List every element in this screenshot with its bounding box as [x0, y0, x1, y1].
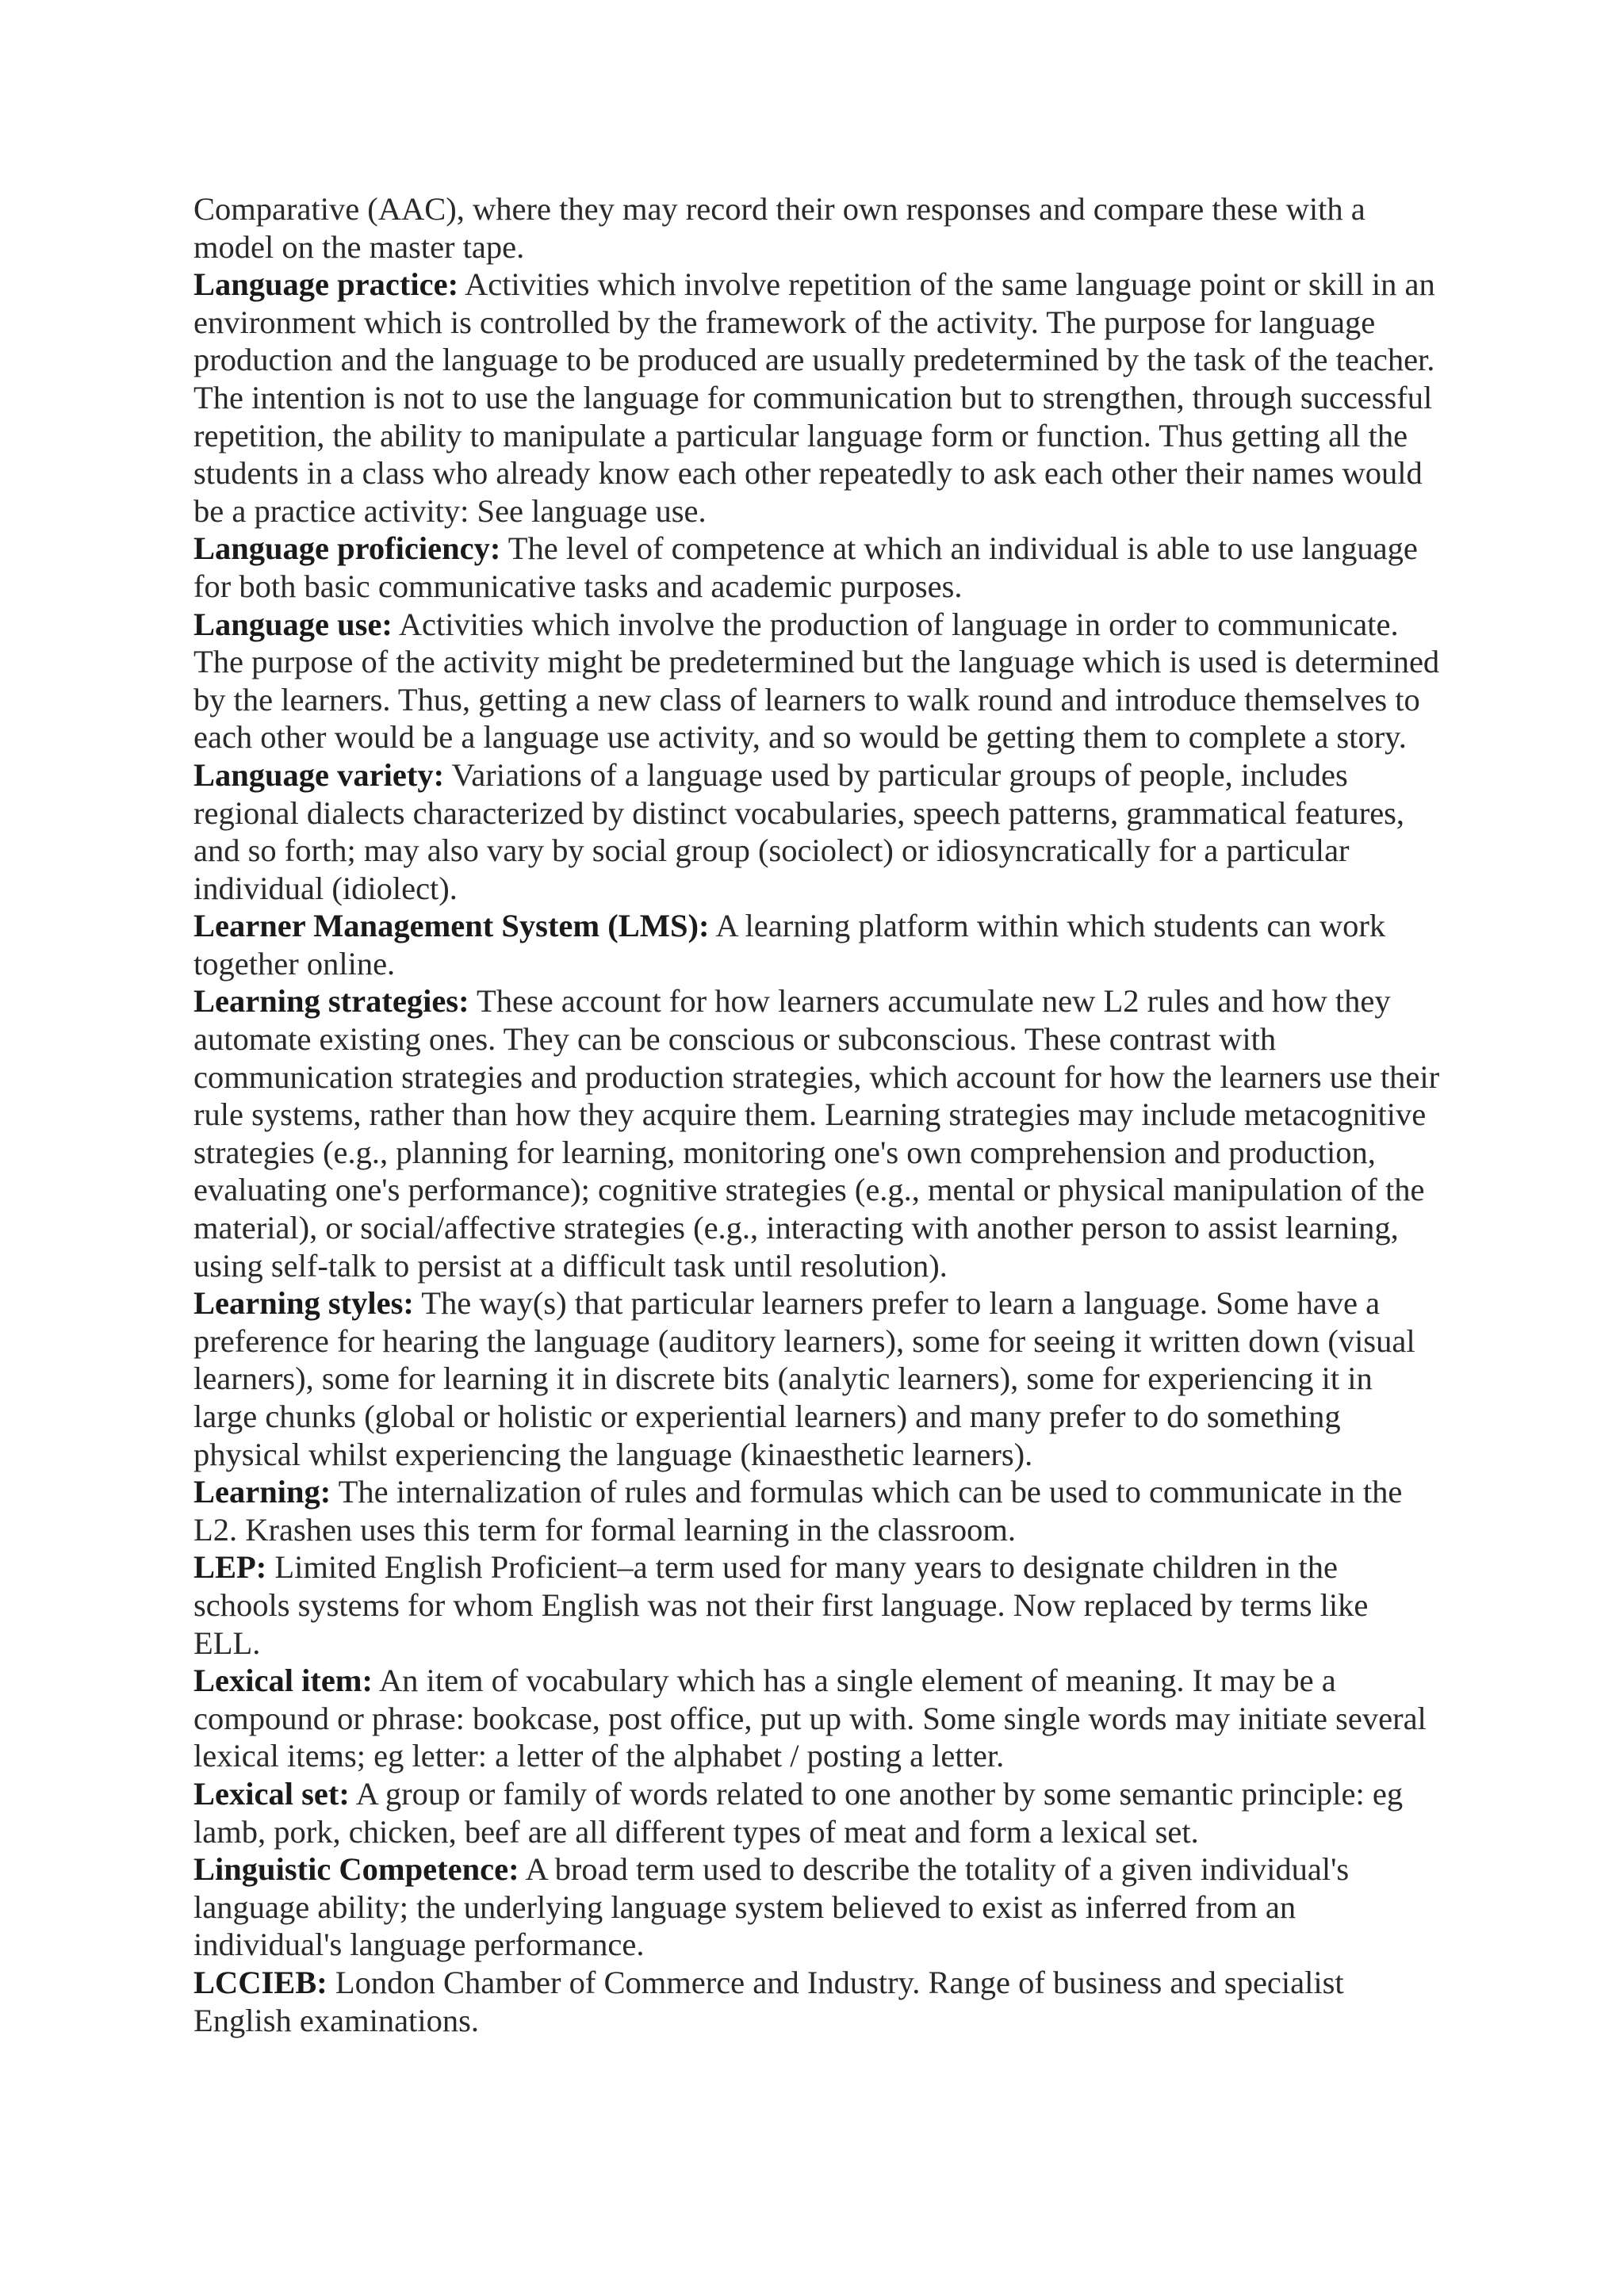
- entry-definition: A learning platform within which students can work together online.: [193, 908, 1386, 982]
- entry-definition: London Chamber of Commerce and Industry. Range of business and specialist English examinations.: [193, 1964, 1344, 2038]
- entry-term: Learner Management System (LMS):: [193, 908, 710, 944]
- entry-definition: These account for how learners accumulate new L2 rules and how they automate existing ones. They can be conscious or subconscious. These contrast with communication strategies and production strategies, which account for how the learners use their rule systems, rather than how they acquire them. Learning strategies may include metacognitive strategies (e.g., planning for learning, monitoring one's own comprehension and production, evaluating one's performance); cognitive strategies (e.g., mental or physical manipulation of the material), or social/affective strategies (e.g., interacting with another person to assist learning, using self-talk to persist at a difficult task until resolution).: [193, 983, 1440, 1284]
- entry-term: Learning strategies:: [193, 983, 469, 1020]
- glossary-entry-lccieb: [193, 1964, 1440, 2039]
- entry-definition: The way(s) that particular learners prefer to learn a language. Some have a preference for hearing the language (auditory learners), some for seeing it written down (visual learners), some for learning it in discrete bits (analytic learners), some for experiencing it in large chunks (global or holistic or experiential learners) and many prefer to do something physical whilst experiencing the language (kinaesthetic learners).: [193, 1285, 1415, 1472]
- entry-term: LCCIEB:: [193, 1964, 327, 2000]
- entry-definition: Comparative (AAC), where they may record their own responses and compare these with a model on the master tape.: [193, 191, 1365, 265]
- glossary-entry-linguistic-competence: [193, 1850, 1440, 1964]
- entry-definition: Limited English Proficient–a term used for many years to designate children in the schools systems for whom English was not their first language. Now replaced by terms like ELL.: [193, 1549, 1369, 1661]
- glossary-entry-language-practice: [193, 266, 1440, 530]
- glossary-entry-learning-styles: [193, 1284, 1440, 1473]
- entry-term: Language variety:: [193, 756, 445, 793]
- entry-definition: Activities which involve the production of language in order to communicate. The purpose of the activity might be predetermined but the language which is used is determined by the learners. Thus, getting a new class of learners to walk round and introduce themselves to each other would be a language use activity, and so would be getting them to complete a story.: [193, 606, 1440, 756]
- entry-definition: The internalization of rules and formulas which can be used to communicate in the L2. Krashen uses this term for formal learning in the classroom.: [193, 1474, 1403, 1548]
- glossary-entry-lep: [193, 1548, 1440, 1662]
- entry-term: LEP:: [193, 1549, 267, 1586]
- entry-definition: Activities which involve repetition of the same language point or skill in an environment which is controlled by the framework of the activity. The purpose for language production and the language to be produced are usually predetermined by the task of the teacher. The intention is not to use the language for communication but to strengthen, through successful repetition, the ability to manipulate a particular language form or function. Thus getting all the students in a class who already know each other repeatedly to ask each other their names would be a practice activity: See language use.: [193, 266, 1435, 529]
- entry-term: Language use:: [193, 606, 393, 642]
- entry-term: Learning styles:: [193, 1285, 414, 1322]
- glossary-entry-language-variety: [193, 756, 1440, 907]
- glossary-entry-learning: [193, 1473, 1440, 1548]
- glossary-entry-continuation: [193, 190, 1440, 266]
- entry-term: Lexical item:: [193, 1663, 373, 1699]
- entry-definition: The level of competence at which an individual is able to use language for both basic communicative tasks and academic purposes.: [193, 530, 1418, 604]
- glossary-entry-lexical-set: [193, 1775, 1440, 1850]
- glossary-body: [193, 190, 1440, 2039]
- glossary-entry-lexical-item: [193, 1662, 1440, 1775]
- entry-term: Learning:: [193, 1474, 331, 1510]
- glossary-entry-lms: [193, 907, 1440, 982]
- entry-definition: A group or family of words related to one another by some semantic principle: eg lamb, pork, chicken, beef are all different types of meat and form a lexical set.: [193, 1775, 1404, 1850]
- entry-term: Language proficiency:: [193, 530, 501, 567]
- glossary-entry-learning-strategies: [193, 982, 1440, 1284]
- glossary-entry-language-proficiency: [193, 530, 1440, 605]
- entry-term: Language practice:: [193, 266, 459, 303]
- entry-definition: An item of vocabulary which has a single element of meaning. It may be a compound or phrase: bookcase, post office, put up with. Some single words may initiate several lexical items; eg letter: a letter of the alphabet / posting a letter.: [193, 1663, 1427, 1774]
- entry-definition: A broad term used to describe the totality of a given individual's language ability; the underlying language system believed to exist as inferred from an individual's language performance.: [193, 1851, 1350, 1963]
- glossary-entry-language-use: [193, 606, 1440, 756]
- entry-definition: Variations of a language used by particular groups of people, includes regional dialects characterized by distinct vocabularies, speech patterns, grammatical features, and so forth; may also vary by social group (sociolect) or idiosyncratically for a particular individual (idiolect).: [193, 756, 1405, 906]
- entry-term: Lexical set:: [193, 1775, 350, 1812]
- entry-term: Linguistic Competence:: [193, 1851, 519, 1888]
